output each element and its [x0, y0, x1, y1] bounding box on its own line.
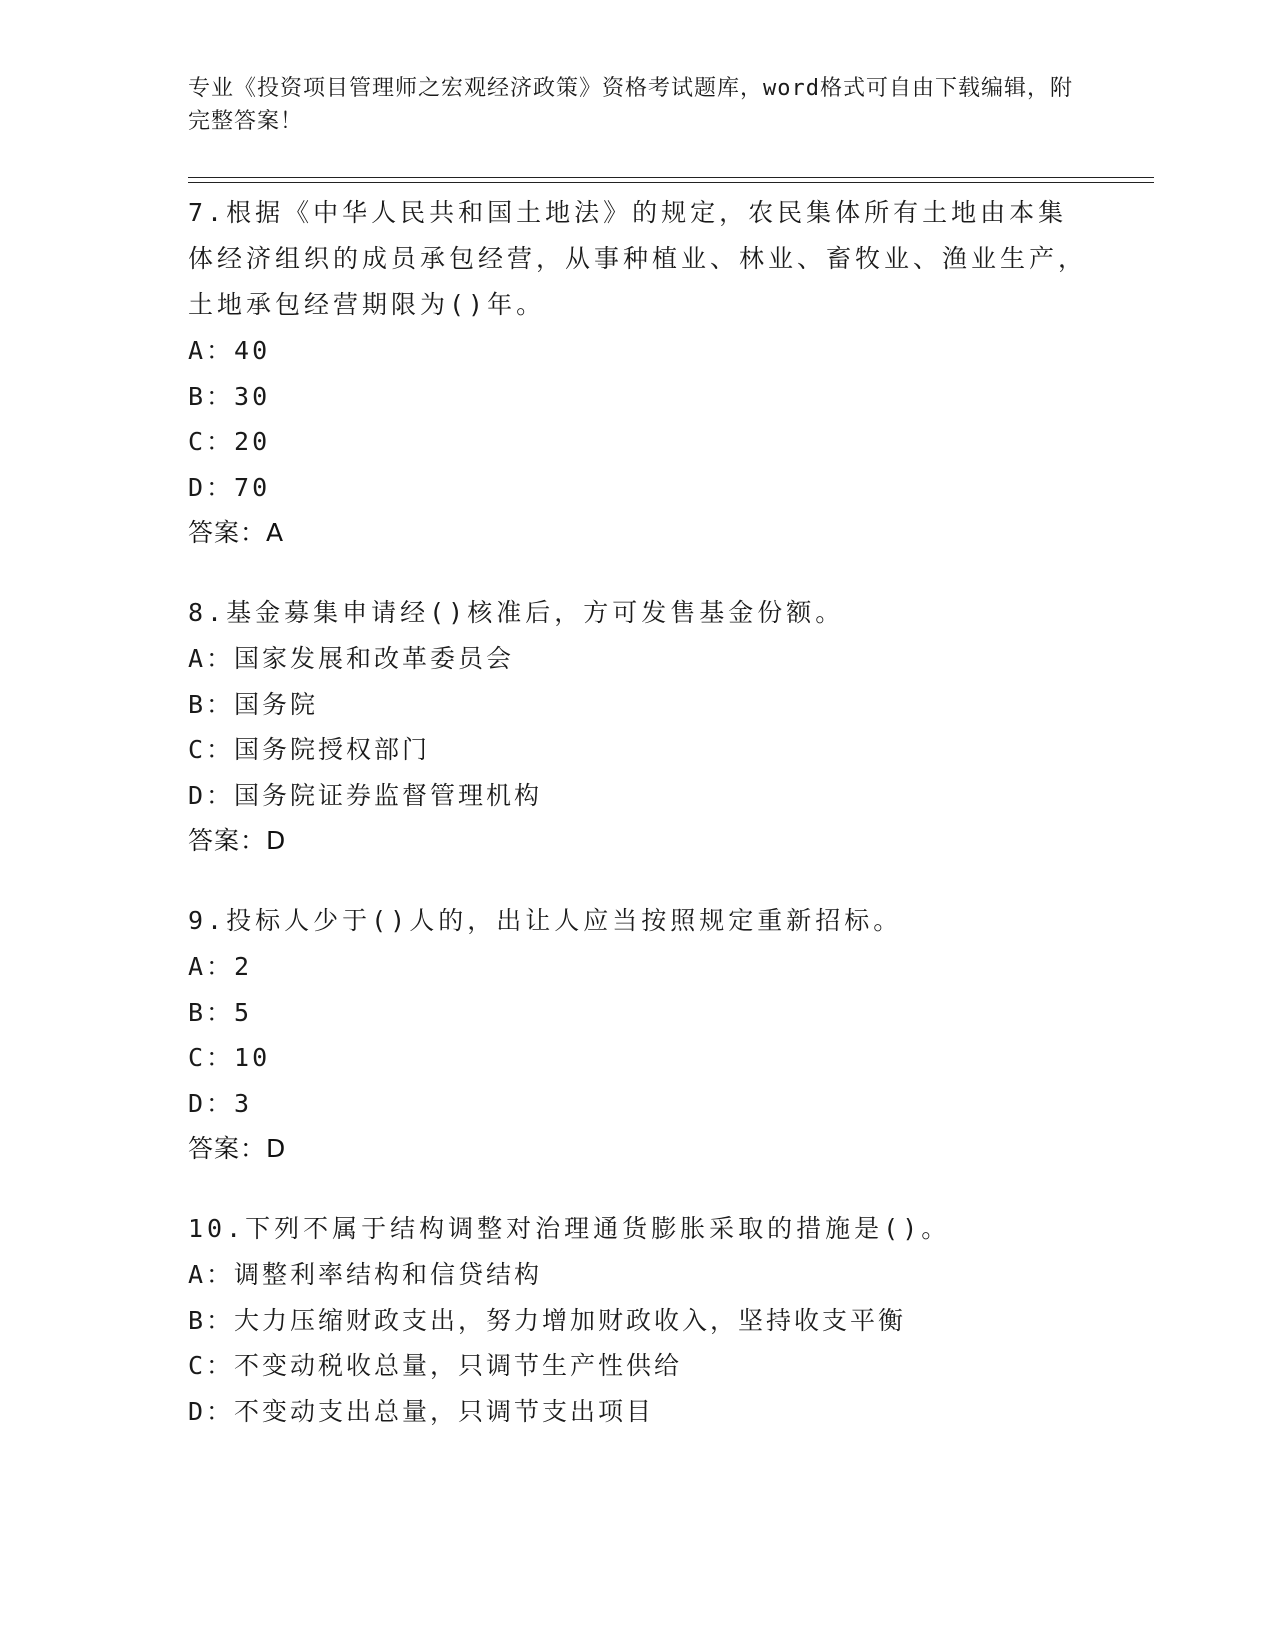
question-stem: 9.投标人少于()人的，出让人应当按照规定重新招标。	[188, 906, 903, 935]
question-stem: 7.根据《中华人民共和国土地法》的规定，农民集体所有土地由本集体经济组织的成员承包经营，从事种植业、林业、畜牧业、渔业生产，土地承包经营期限为()年。	[188, 198, 1088, 319]
answer-line: 答案：D	[188, 826, 287, 855]
answer-line: 答案：A	[188, 518, 285, 547]
option-c: C：10	[188, 1043, 271, 1072]
option-c: C：不变动税收总量，只调节生产性供给	[188, 1351, 683, 1380]
option-a: A：40	[188, 336, 271, 365]
option-a: A：调整利率结构和信贷结构	[188, 1260, 543, 1289]
option-c: C：国务院授权部门	[188, 735, 431, 764]
option-d: D：3	[188, 1088, 253, 1118]
header-divider-bottom	[188, 182, 1154, 183]
header-divider-top	[188, 177, 1154, 178]
option-d: D：70	[188, 472, 271, 502]
option-b: B：国务院	[188, 689, 319, 719]
option-a: A：国家发展和改革委员会	[188, 644, 515, 673]
question-stem: 10.下列不属于结构调整对治理通货膨胀采取的措施是()。	[188, 1214, 951, 1243]
question-9	[188, 898, 1088, 1172]
question-8	[188, 590, 1088, 864]
option-d: D：不变动支出总量，只调节支出项目	[188, 1396, 655, 1426]
answer-line: 答案：D	[188, 1134, 287, 1163]
option-b: B：30	[188, 381, 271, 411]
question-stem: 8.基金募集申请经()核准后，方可发售基金份额。	[188, 598, 845, 627]
document-intro: 专业《投资项目管理师之宏观经济政策》资格考试题库，word格式可自由下载编辑，附完整答案！	[188, 76, 1073, 134]
question-10	[188, 1206, 1088, 1434]
option-b: B：大力压缩财政支出，努力增加财政收入，坚持收支平衡	[188, 1305, 907, 1335]
question-list	[188, 190, 1088, 1468]
option-c: C：20	[188, 427, 271, 456]
option-a: A：2	[188, 952, 253, 981]
option-b: B：5	[188, 997, 253, 1027]
option-d: D：国务院证券监督管理机构	[188, 780, 543, 810]
question-7	[188, 190, 1088, 556]
